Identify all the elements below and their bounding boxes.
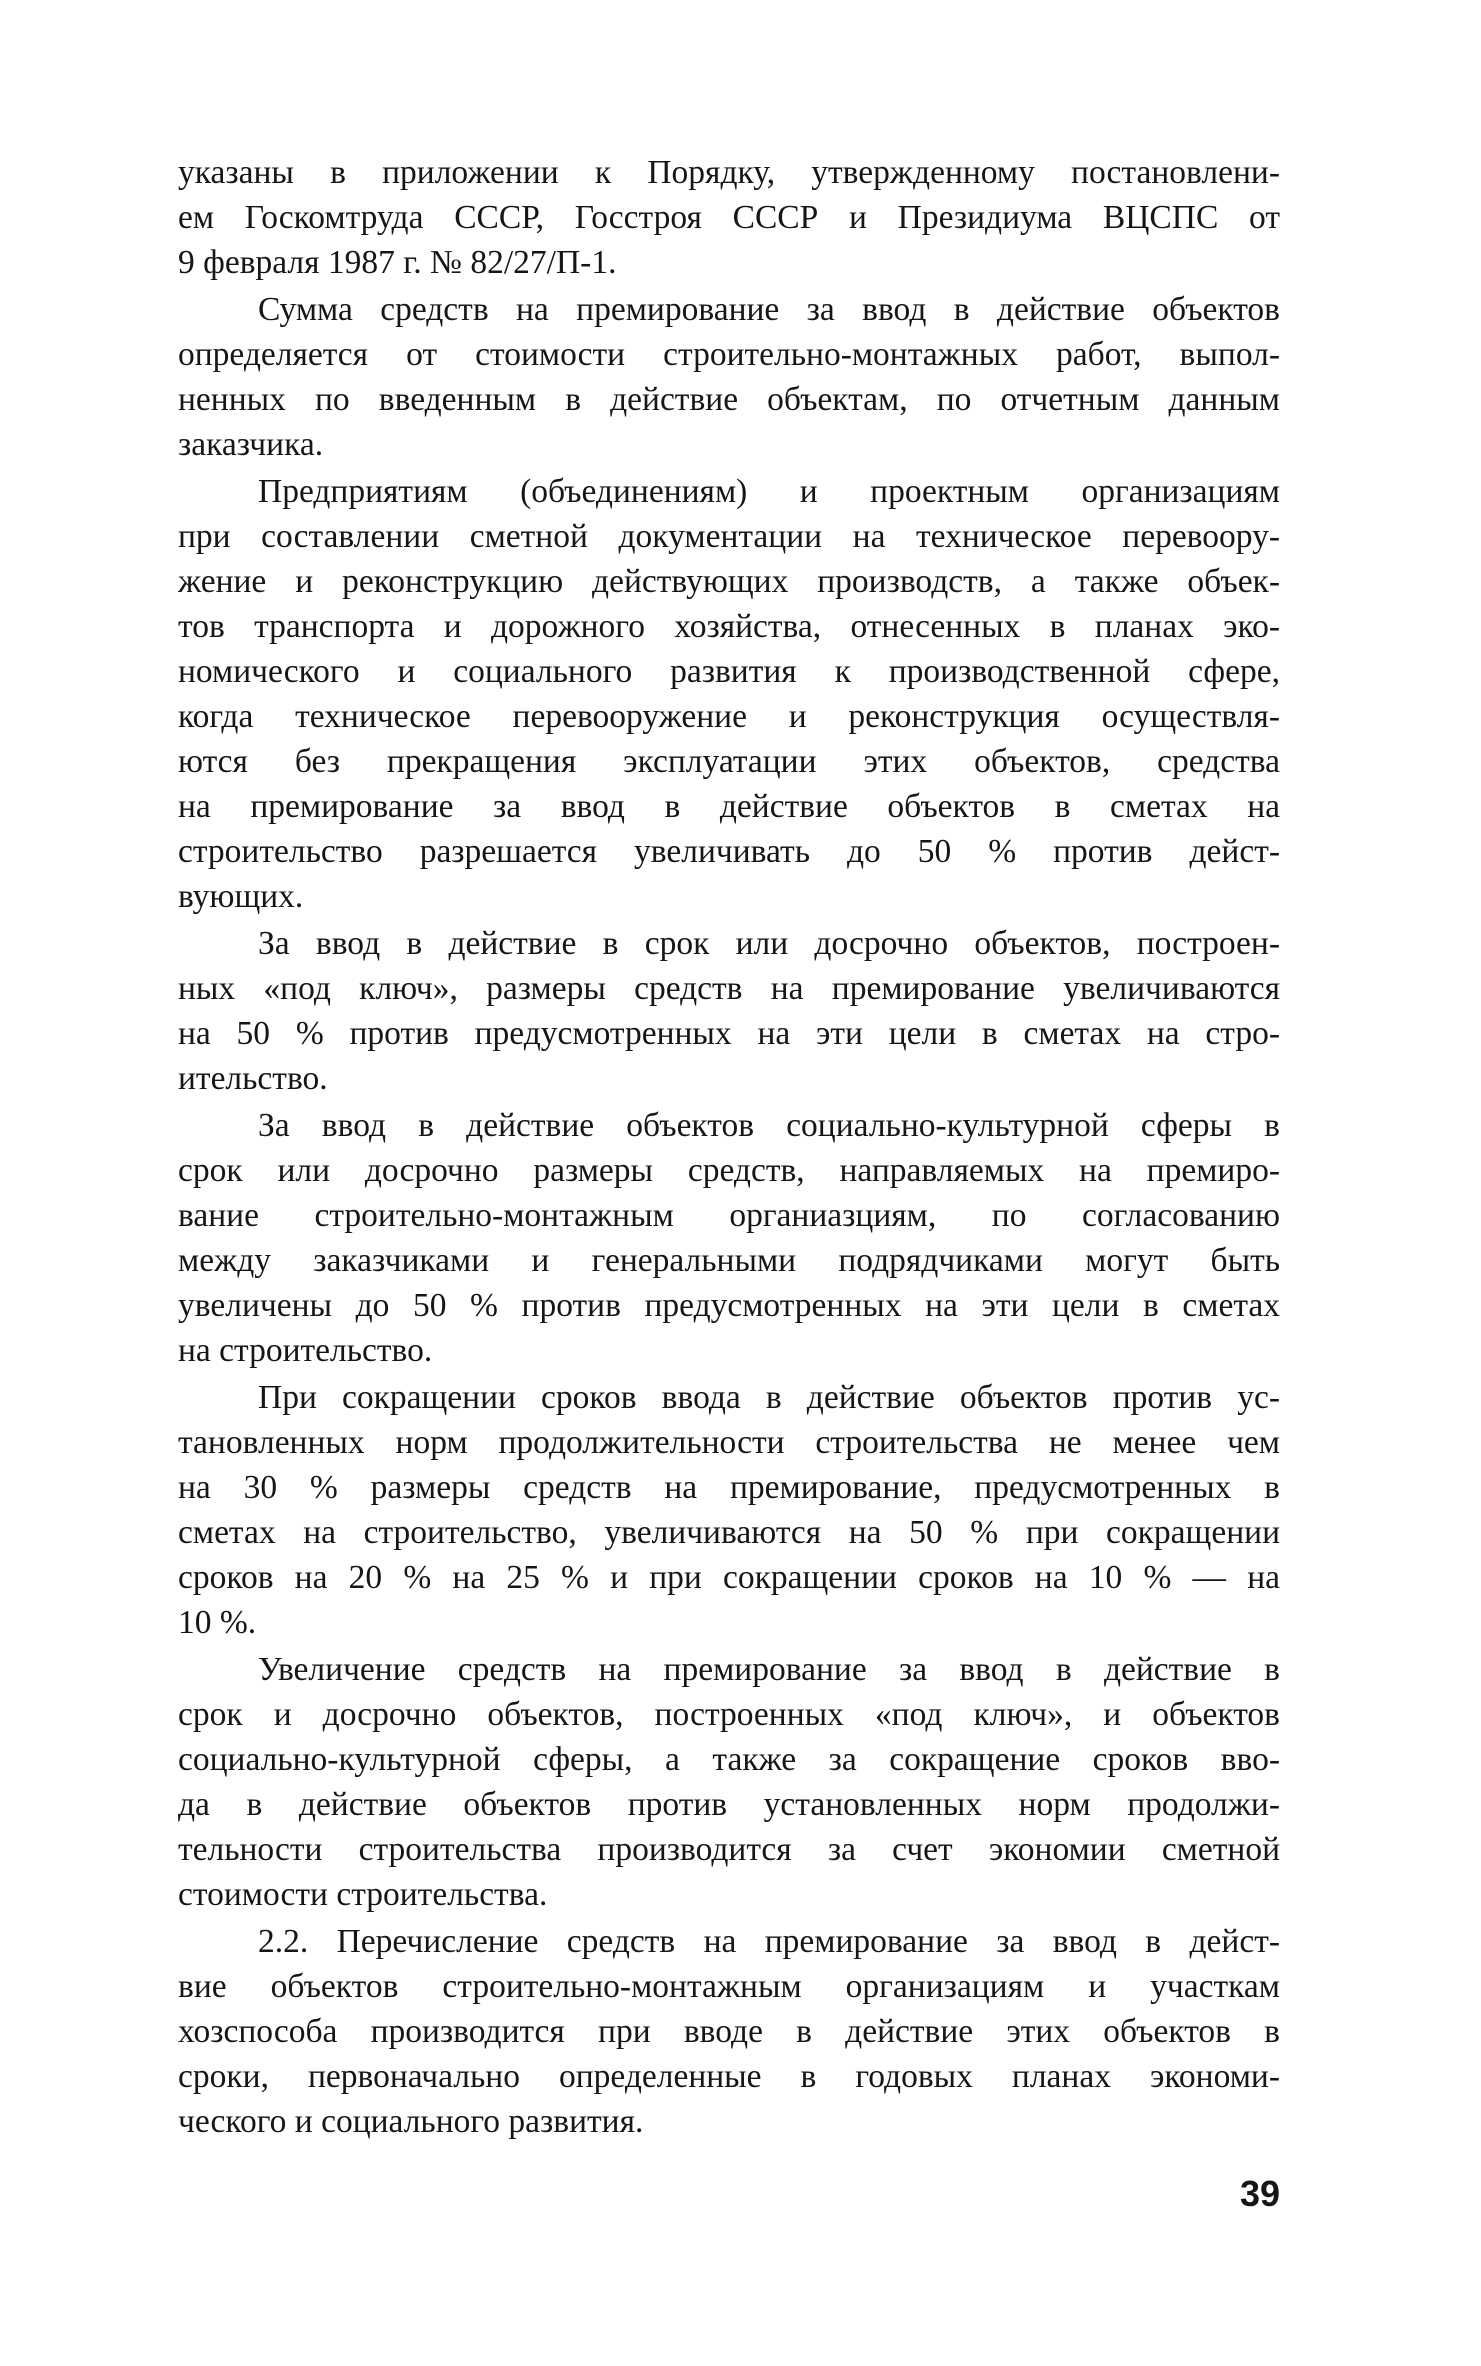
text-line: социально-культурной сферы, а также за сокращение сроков вво- — [178, 1741, 1280, 1778]
document-page — [178, 150, 1280, 2290]
text-line: между заказчиками и генеральными подрядчиками могут быть — [178, 1242, 1280, 1279]
paragraph — [178, 150, 1280, 285]
text-line: строительство разрешается увеличивать до 50 % против дейст- — [178, 833, 1280, 870]
paragraph — [178, 1375, 1280, 1645]
text-line: срок и досрочно объектов, построенных «под ключ», и объектов — [178, 1696, 1280, 1733]
text-line: указаны в приложении к Порядку, утвержденному постановлени- — [178, 154, 1280, 191]
text-line: на 30 % размеры средств на премирование, предусмотренных в — [178, 1469, 1280, 1506]
text-line: тельности строительства производится за счет экономии сметной — [178, 1831, 1280, 1868]
text-line: ительство. — [178, 1060, 328, 1097]
text-line: на строительство. — [178, 1332, 433, 1369]
text-line: определяется от стоимости строительно-монтажных работ, выпол- — [178, 336, 1280, 373]
text-line: заказчика. — [178, 426, 324, 463]
paragraph — [178, 287, 1280, 467]
text-line: стоимости строительства. — [178, 1876, 548, 1913]
text-line: когда техническое перевооружение и реконструкция осуществля- — [178, 698, 1280, 735]
text-line: ческого и социального развития. — [178, 2103, 644, 2140]
text-line: Увеличение средств на премирование за ввод в действие в — [258, 1651, 1280, 1688]
text-line: сметах на строительство, увеличиваются на 50 % при сокращении — [178, 1514, 1280, 1551]
text-line: За ввод в действие объектов социально-культурной сферы в — [258, 1107, 1280, 1144]
text-line: ненных по введенным в действие объектам, по отчетным данным — [178, 381, 1280, 418]
page-number: 39 — [1239, 2173, 1280, 2214]
text-line: тов транспорта и дорожного хозяйства, отнесенных в планах эко- — [178, 608, 1280, 645]
paragraph — [178, 1103, 1280, 1373]
text-line: 9 февраля 1987 г. № 82/27/П-1. — [178, 244, 617, 281]
text-line: сроков на 20 % на 25 % и при сокращении сроков на 10 % — на — [178, 1559, 1280, 1596]
text-line: при составлении сметной документации на техническое перевоору- — [178, 518, 1280, 555]
paragraph — [178, 1647, 1280, 1917]
text-line: При сокращении сроков ввода в действие объектов против ус- — [258, 1379, 1280, 1416]
text-line: жение и реконструкцию действующих производств, а также объек- — [178, 563, 1280, 600]
text-line: Предприятиям (объединениям) и проектным организациям — [258, 473, 1280, 510]
text-line: 2.2. Перечисление средств на премирование за ввод в дейст- — [258, 1923, 1280, 1960]
text-line: тановленных норм продолжительности строительства не менее чем — [178, 1424, 1280, 1461]
text-line: хозспособа производится при вводе в действие этих объектов в — [178, 2013, 1280, 2050]
text-line: ются без прекращения эксплуатации этих объектов, средства — [178, 743, 1280, 780]
text-line: срок или досрочно размеры средств, направляемых на премиро- — [178, 1152, 1280, 1189]
text-line: сроки, первоначально определенные в годовых планах экономи- — [178, 2058, 1280, 2095]
text-line: вание строительно-монтажным органиазциям, по согласованию — [178, 1197, 1280, 1234]
text-line: ных «под ключ», размеры средств на премирование увеличиваются — [178, 970, 1280, 1007]
paragraph — [178, 1919, 1280, 2144]
text-line: увеличены до 50 % против предусмотренных на эти цели в сметах — [178, 1287, 1280, 1324]
paragraph — [178, 921, 1280, 1101]
paragraph — [178, 469, 1280, 919]
text-line: номического и социального развития к производственной сфере, — [178, 653, 1280, 690]
text-line: За ввод в действие в срок или досрочно объектов, построен- — [258, 925, 1280, 962]
text-line: на премирование за ввод в действие объектов в сметах на — [178, 788, 1280, 825]
text-line: вующих. — [178, 878, 304, 915]
text-line: ем Госкомтруда СССР, Госстроя СССР и Президиума ВЦСПС от — [178, 199, 1280, 236]
text-line: на 50 % против предусмотренных на эти цели в сметах на стро- — [178, 1015, 1280, 1052]
text-line: Сумма средств на премирование за ввод в действие объектов — [258, 291, 1280, 328]
text-line: вие объектов строительно-монтажным организациям и участкам — [178, 1968, 1280, 2005]
text-line: 10 %. — [178, 1604, 257, 1641]
text-line: да в действие объектов против установленных норм продолжи- — [178, 1786, 1280, 1823]
body-text — [178, 150, 1280, 2144]
